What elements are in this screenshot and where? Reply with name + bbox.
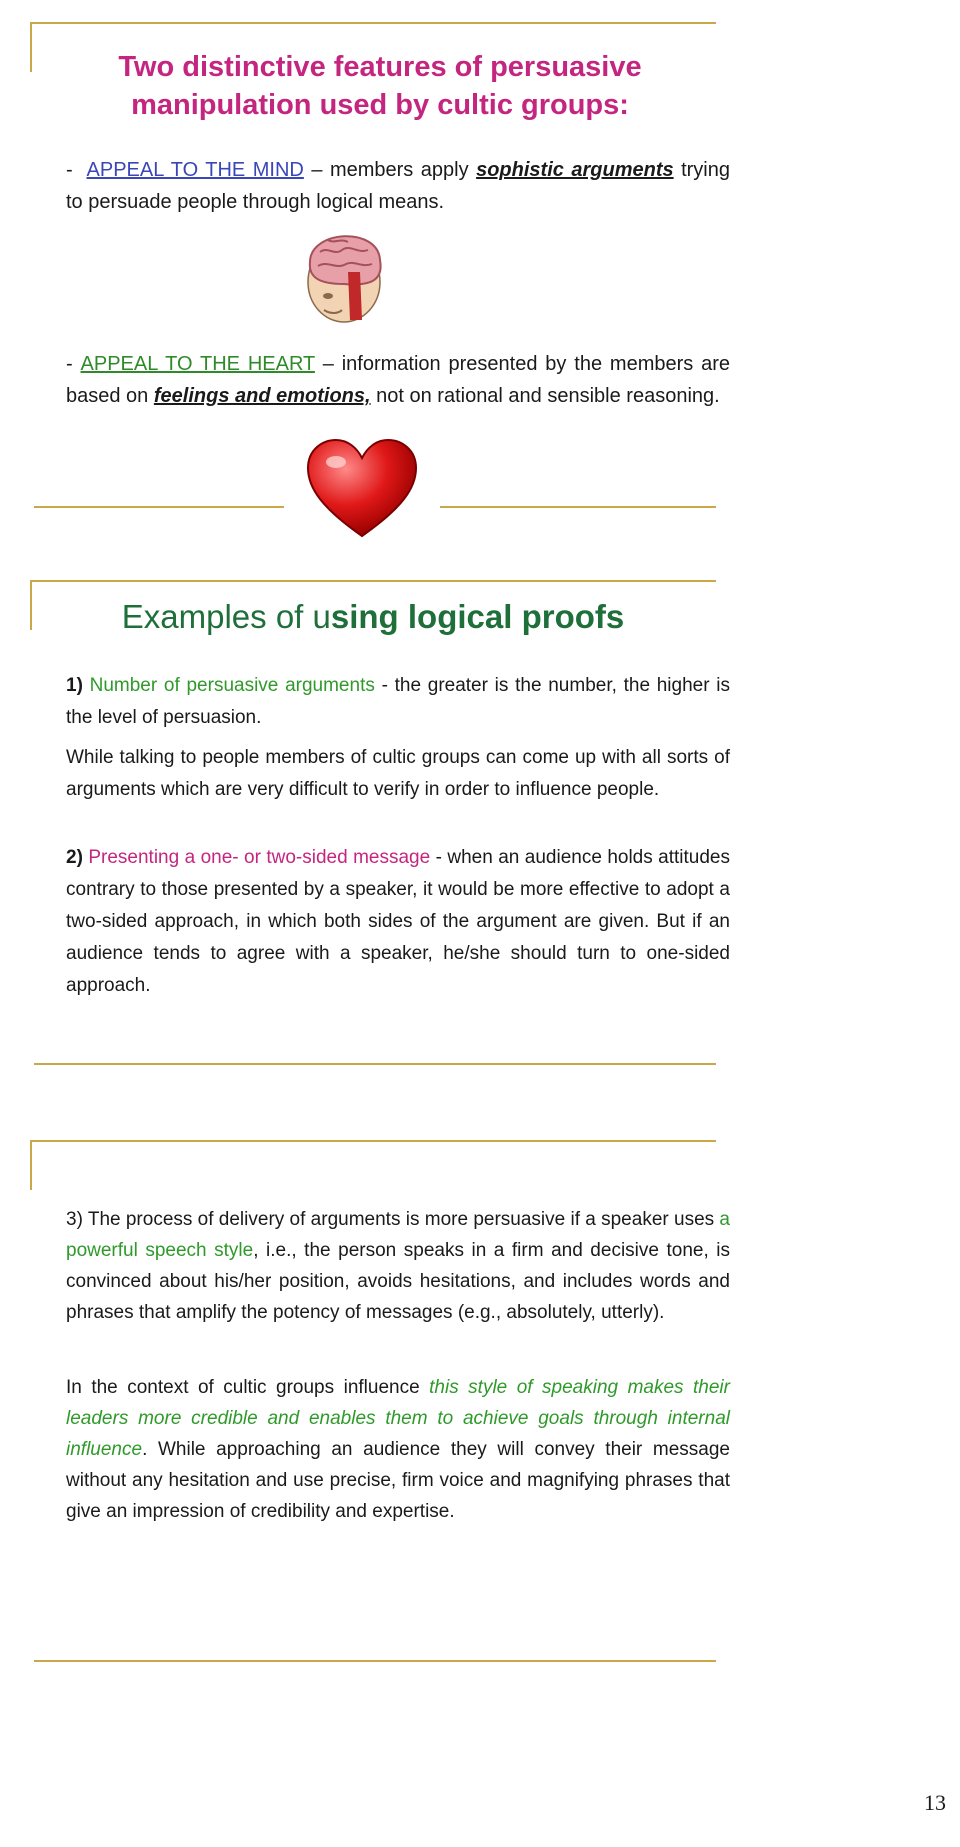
logical-proof-paragraph: While talking to people members of cultic groups can come up with all sorts of arguments which are very difficult to verify in order to influence people. [66, 747, 730, 800]
logical-proof-item-2: 2) Presenting a one- or two-sided message - when an audience holds attitudes contrary to those presented by a speaker, it would be more effective to adopt a two-sided approach, in which both sides of the argument are given. But if an audience tends to agree with a speaker, he/she should turn to one-sided approach. [66, 847, 730, 996]
powerful-speech-style-highlight: a powerful speech style [66, 1209, 730, 1261]
speech-style-paragraph: 3) The process of delivery of arguments is more persuasive if a speaker uses a powerful speech style, i.e., the person speaks in a firm and decisive tone, is convinced about his/her position, avoids hesitations, and includes words and phrases that amplify the potency of messages (e.g., absolutely, utterly). [66, 1209, 730, 1323]
cultic-influence-paragraph: In the context of cultic groups influence this style of speaking makes their leaders more credible and enables them to achieve goals through internal influence. While approaching an audience they will convey their message without any hesitation and use precise, firm voice and magnifying phrases that give an impression of credibility and expertise. [66, 1377, 730, 1522]
logical-proof-item-1: 1) Number of persuasive arguments - the greater is the number, the higher is the level of persuasion. [66, 675, 730, 728]
slide-frame-top [30, 1140, 716, 1142]
slide-frame-bottom-left [34, 506, 284, 508]
appeal-mind-label: APPEAL TO THE MIND [86, 159, 304, 181]
slide-2 [30, 580, 730, 1080]
slide-2-title: Examples of using logical proofs [121, 598, 625, 635]
slide-frame-top [30, 22, 716, 24]
appeal-mind-paragraph: - APPEAL TO THE MIND – members apply sophistic arguments trying to persuade people through logical means. [66, 159, 730, 213]
slide-frame-top [30, 580, 716, 582]
item-2-heading: Presenting a one- or two-sided message [88, 847, 431, 868]
appeal-heart-paragraph: - APPEAL TO THE HEART – information presented by the members are based on feelings and emotions, not on rational and sensible reasoning. [66, 353, 731, 407]
credible-leaders-highlight: this style of speaking makes their leaders more credible and enables them to achieve goals through internal influence [66, 1377, 730, 1460]
page-number: 13 [924, 1790, 946, 1815]
brain-head-icon [288, 216, 398, 326]
heart-icon [302, 436, 422, 544]
slide-frame-bottom [34, 1660, 716, 1662]
appeal-heart-label: APPEAL TO THE HEART [80, 353, 315, 375]
slide-1-title: Two distinctive features of persuasive manipulation used by cultic groups: [118, 51, 642, 121]
slide-frame-left [30, 22, 32, 72]
slide-frame-bottom-right [440, 506, 716, 508]
slide-1 [30, 18, 731, 528]
slide-3 [30, 1140, 730, 1680]
slide-frame-bottom [34, 1063, 716, 1065]
slide-frame-left [30, 1140, 32, 1190]
item-1-heading: Number of persuasive arguments [89, 675, 375, 696]
